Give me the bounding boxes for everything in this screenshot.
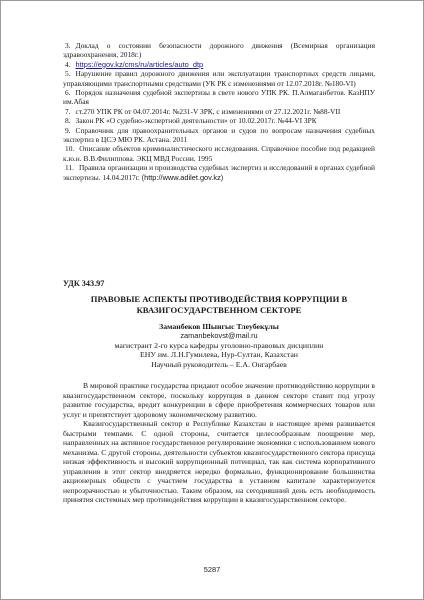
author-supervisor: Научный руководитель – Е.А. Онгарбаев <box>151 359 287 369</box>
reference-item: 6. Порядок назначения судебной экспертизы в свете нового УПК РК. П.Алмаганбетов. КазНПУ им.Абая <box>63 88 375 107</box>
author-block <box>63 322 375 369</box>
reference-item: 8. Закон РК «О судебно-экспертной деятельности» от 10.02.2017г. №44-VI ЗРК <box>65 116 317 126</box>
reference-link[interactable]: https://egov.kz/cms/ru/articles/auto_dtp <box>75 59 204 69</box>
reference-item: 4. https://egov.kz/cms/ru/articles/auto_dtp <box>65 59 204 69</box>
body-paragraph: Квазигосударственный сектор в Республике Казахстан в настоящее время развивается быстрыми темпами. С одной стороны, считается целесообразным поощрение мер, направленных на активное государственное регулирование экономики с использованием нового механизма. С другой стороны, деятельности субъектов квазигосударственного сектора присуща низкая эффективность и высокий коррупционный потенциал, так как система корпоративного управления в этот сектор внедряется нередко формально, функционирование большинства акционерных обществ с участием государства в уставном капитале характеризуется непрозрачностью и убыточностью. Таким образом, на сегодняшний день есть необходимость принятия системных мер противодействия коррупции в квазигосударственном секторе. <box>63 419 375 504</box>
article-title: ПРАВОВЫЕ АСПЕКТЫ ПРОТИВОДЕЙСТВИЯ КОРРУПЦИИ В КВАЗИГОСУДАРСТВЕННОМ СЕКТОРЕ <box>90 294 348 315</box>
author-name: Заманбеков Шынгыс Тлеубекұлы <box>159 322 279 331</box>
reference-item: 11. Правила организации и производства судебных экспертиз и исследований в органах судебной экспертизы. 14.04.2017г. (http://www.adilet.gov.kz) <box>63 163 375 182</box>
reference-item: 9. Справочник для правоохранительных органов и судов по вопросам назначения судебных экспертиз в ЦСЭ МЮ РК. Астана. 2011 <box>63 125 375 145</box>
page-number: 5287 <box>203 565 221 574</box>
body-paragraph: В мировой практике государства придают особое значение противодействию коррупции в квазигосударственном секторе, поскольку коррупция в данном секторе ставит под угрозу развитие государства, вредит конкуренции в сфере приобретения коммерческих товаров или услуг и препятствует здоровому экономическому развитию. <box>63 381 375 419</box>
author-university: ЕНУ им. Л.Н.Гумилева, Нур-Султан, Казахстан <box>140 350 298 360</box>
reference-url[interactable]: (http://www.adilet.gov.kz) <box>141 172 224 182</box>
reference-list <box>63 41 375 182</box>
udk-code: УДК 343.97 <box>63 279 105 288</box>
author-email[interactable]: zamanbekovst@mail.ru <box>180 331 258 341</box>
reference-item: 10. Описание объектов криминалистического исследования. Справочное пособие под редакцией к.ю.н. В.В.Филиппова. ЭКЦ МВД России. 1995 <box>63 144 375 163</box>
article-body <box>63 381 375 505</box>
author-position: магистрант 2-го курса кафедры уголовно-правовых дисциплин <box>114 340 324 350</box>
reference-item: 5. Нарушение правил дорожного движения или эксплуатации транспортных средств лицами, управляющими транспортными средствами (УК РК с изменениями от 12.07.2018г. №180-VI) <box>63 69 375 88</box>
reference-item: 7. ст.270 УПК РК от 04.07.2014г. №231-V ЗРК, с изменениями от 27.12.2021г. №88-VII <box>65 106 341 116</box>
reference-item: 3. Доклад о состоянии безопасности дорожного движения (Всемирная организация здравоохранения, 2018г.) <box>63 41 375 60</box>
